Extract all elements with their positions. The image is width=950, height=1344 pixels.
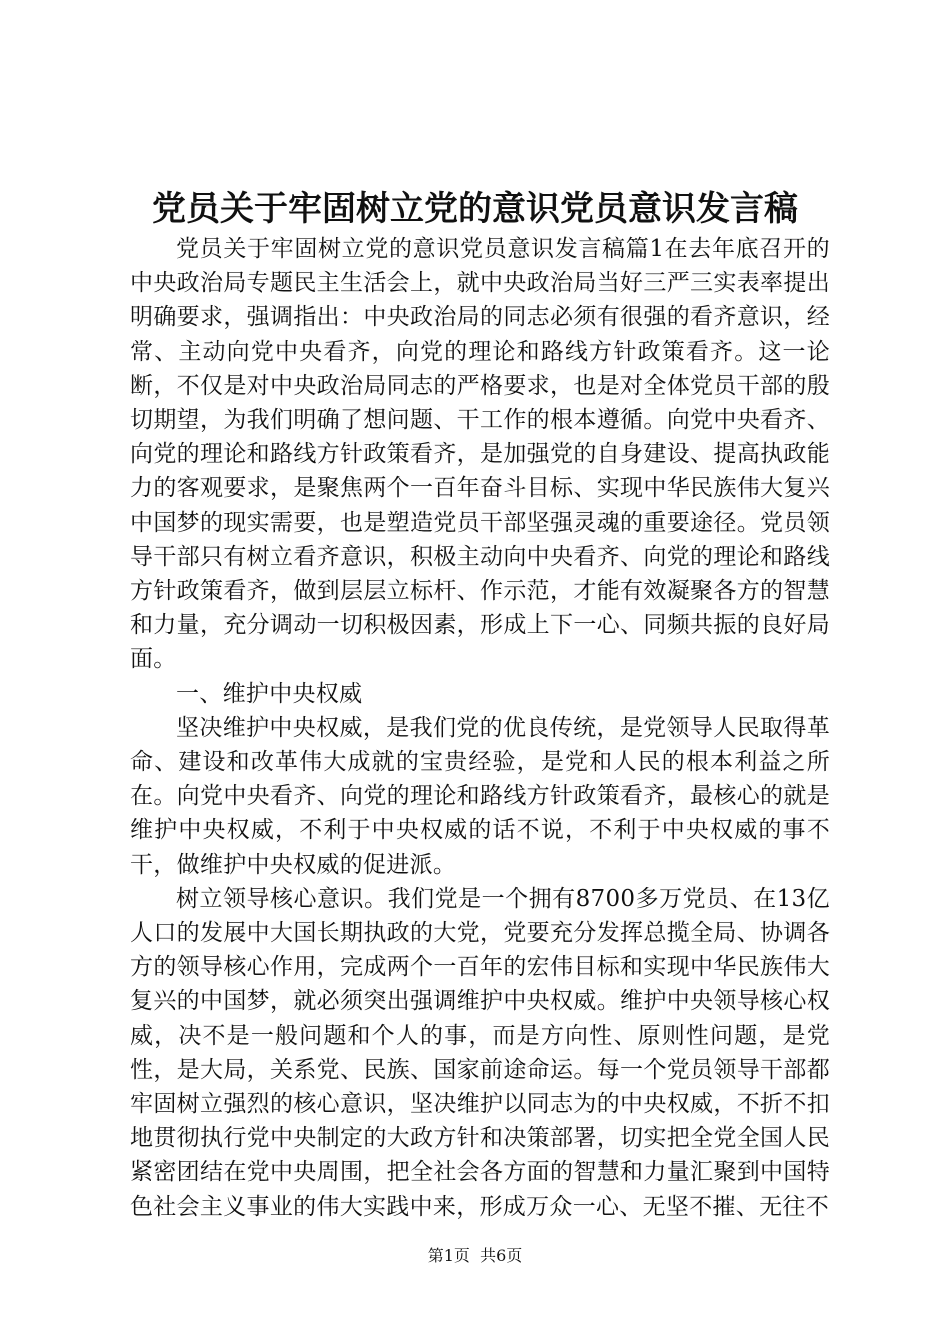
document-title: 党员关于牢固树立党的意识党员意识发言稿: [152, 189, 798, 229]
paragraph-intro: 党员关于牢固树立党的意识党员意识发言稿篇1在去年底召开的中央政治局专题民主生活会上，就中央政治局当好三严三实表率提出明确要求，强调指出：中央政治局的同志必须有很强的看齐意识，经常、主动向党中央看齐，向党的理论和路线方针政策看齐。这一论断，不仅是对中央政治局同志的严格要求，也是对全体党员干部的殷切期望，为我们明确了想问题、干工作的根本遵循。向党中央看齐、向党的理论和路线方针政策看齐，是加强党的自身建设、提高执政能力的客观要求，是聚焦两个一百年奋斗目标、实现中华民族伟大复兴中国梦的现实需要，也是塑造党员干部坚强灵魂的重要途径。党员领导干部只有树立看齐意识，积极主动向中央看齐、向党的理论和路线方针政策看齐，做到层层立标杆、作示范，才能有效凝聚各方的智慧和力量，充分调动一切积极因素，形成上下一心、同频共振的良好局面。: [130, 236, 830, 673]
document-body: [130, 232, 830, 1224]
paragraph: 坚决维护中央权威，是我们党的优良传统，是党领导人民取得革命、建设和改革伟大成就的宝贵经验，是党和人民的根本利益之所在。向党中央看齐、向党的理论和路线方针政策看齐，最核心的就是维护中央权威，不利于中央权威的话不说，不利于中央权威的事不干，做维护中央权威的促进派。: [130, 714, 830, 878]
paragraph: 树立领导核心意识。我们党是一个拥有8700多万党员、在13亿人口的发展中大国长期执政的大党，党要充分发挥总揽全局、协调各方的领导核心作用，完成两个一百年的宏伟目标和实现中华民族伟大复兴的中国梦，就必须突出强调维护中央权威。维护中央领导核心权威，决不是一般问题和个人的事，而是方向性、原则性问题，是党性，是大局，关系党、民族、国家前途命运。每一个党员领导干部都牢固树立强烈的核心意识，坚决维护以同志为的中央权威，不折不扣地贯彻执行党中央制定的大政方针和决策部署，切实把全党全国人民紧密团结在党中央周围，把全社会各方面的智慧和力量汇聚到中国特色社会主义事业的伟大实践中来，形成万众一心、无坚不摧、无往不: [130, 885, 830, 1220]
section-heading: 一、维护中央权威: [176, 680, 363, 707]
page-footer: 第1页 共6页: [427, 1246, 523, 1265]
